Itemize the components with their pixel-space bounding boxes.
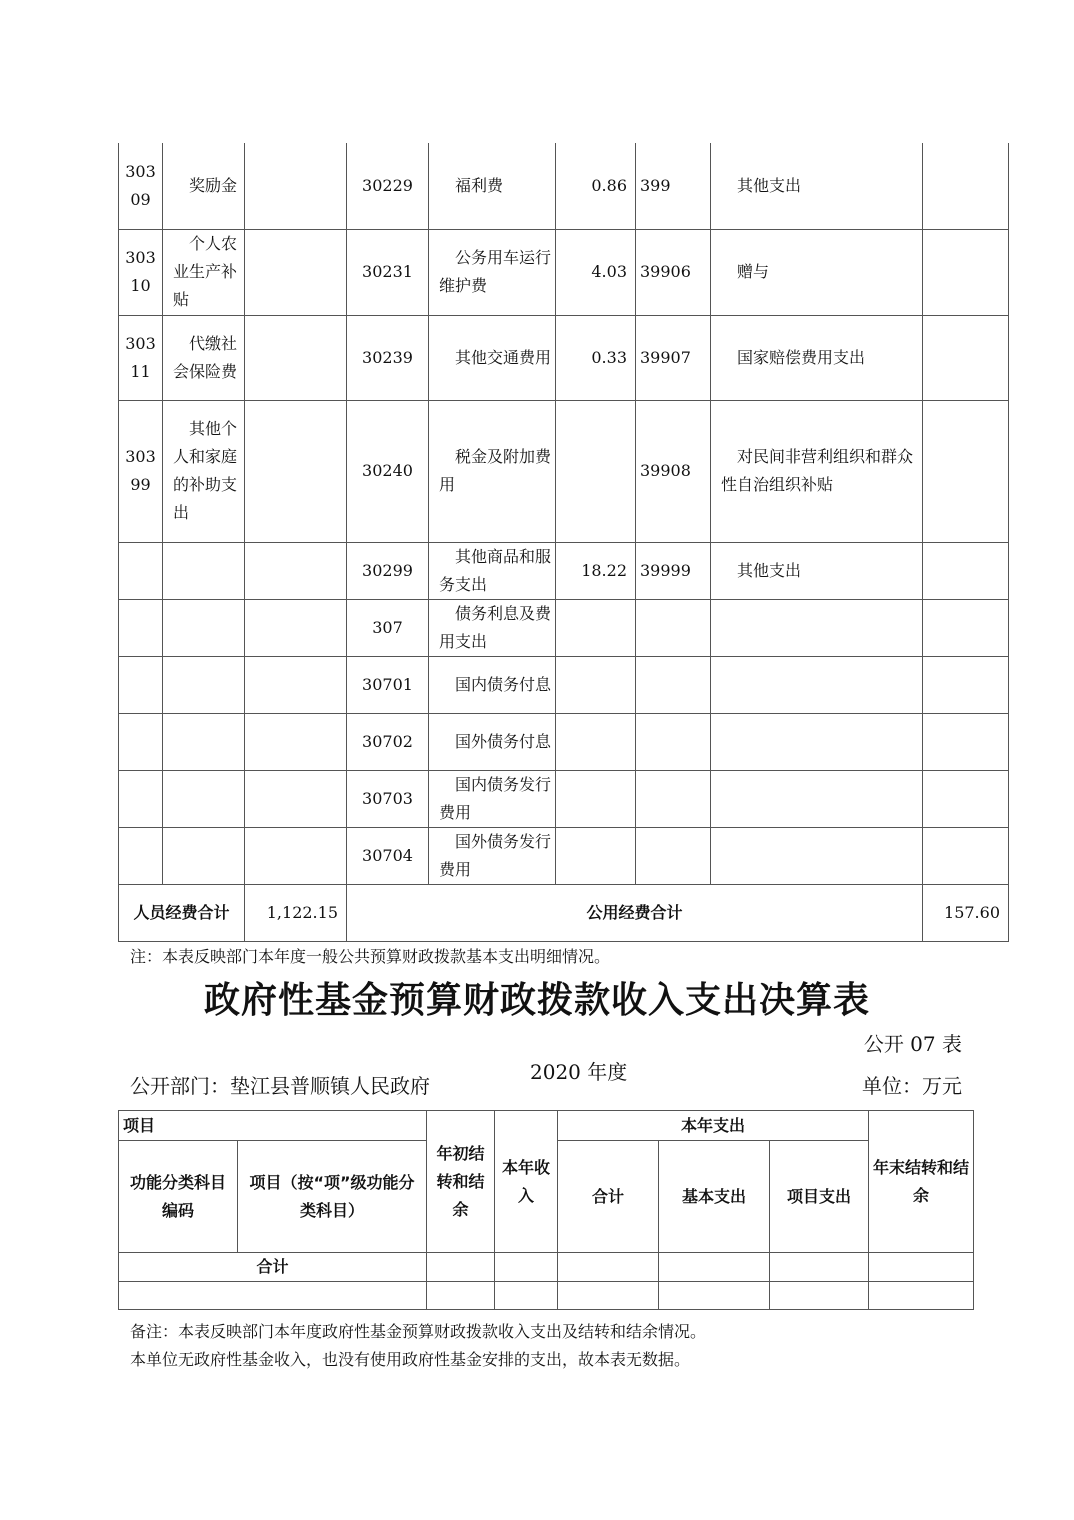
cell-public-name: 福利费: [429, 143, 556, 229]
cell-public-amount: [556, 599, 636, 656]
cell-expense-amount: [245, 770, 347, 827]
cell-expense-code: [119, 827, 163, 884]
cell-other-amount: [923, 770, 1009, 827]
cell-public-name: 其他商品和服务支出: [429, 542, 556, 599]
cell-expense-code: [119, 656, 163, 713]
basic-expense-detail-table: [118, 143, 1009, 942]
cell-public-name: 国内债务发行费用: [429, 770, 556, 827]
cell-public-amount: 0.33: [556, 315, 636, 400]
note-line: 本单位无政府性基金收入，也没有使用政府性基金安排的支出，故本表无数据。: [130, 1350, 691, 1369]
table-row: [119, 1282, 974, 1310]
cell-public-amount: [556, 770, 636, 827]
cell-public-amount: [556, 400, 636, 542]
cell-other-code: [636, 656, 711, 713]
cell-public-code: 30299: [347, 542, 429, 599]
cell-other-code: 39907: [636, 315, 711, 400]
table1-note: 注：本表反映部门本年度一般公共预算财政拨款基本支出明细情况。: [130, 947, 611, 966]
personnel-total-label: 人员经费合计: [119, 884, 245, 941]
cell-expense-code: 30399: [119, 400, 163, 542]
cell-public-code: 30702: [347, 713, 429, 770]
cell-expense-code: [119, 770, 163, 827]
cell-expense-name: 其他个人和家庭的补助支出: [163, 400, 245, 542]
cell-other-code: [636, 599, 711, 656]
row-total-label: 合计: [119, 1253, 427, 1282]
cell-expense-code: [119, 713, 163, 770]
table-row: [119, 713, 1009, 770]
personnel-total-value: 1,122.15: [245, 884, 347, 941]
gov-fund-table: [118, 1110, 974, 1310]
cell-public-name: 债务利息及费用支出: [429, 599, 556, 656]
header-func-code: 功能分类科目编码: [119, 1141, 238, 1253]
cell-other-amount: [923, 143, 1009, 229]
cell-expense-name: 个人农业生产补贴: [163, 229, 245, 315]
cell-public-name: 国内债务付息: [429, 656, 556, 713]
cell-expense-amount: [245, 315, 347, 400]
cell-other-code: [636, 827, 711, 884]
header-expense: 本年支出: [558, 1111, 869, 1141]
cell-public-code: 30229: [347, 143, 429, 229]
cell-public-amount: [556, 713, 636, 770]
header-project-expense: 项目支出: [770, 1141, 869, 1253]
table-row: [119, 827, 1009, 884]
cell-expense-name: [163, 770, 245, 827]
table-row: [119, 656, 1009, 713]
cell-expense-name: 奖励金: [163, 143, 245, 229]
cell-expense-name: [163, 656, 245, 713]
header-basic-expense: 基本支出: [659, 1141, 770, 1253]
cell-expense-name: 代缴社会保险费: [163, 315, 245, 400]
cell-other-code: 39906: [636, 229, 711, 315]
cell-other-code: [636, 713, 711, 770]
header-project: 项目: [119, 1111, 427, 1141]
cell-public-name: 其他交通费用: [429, 315, 556, 400]
cell-other-amount: [923, 656, 1009, 713]
cell-other-amount: [923, 713, 1009, 770]
page-title: 政府性基金预算财政拨款收入支出决算表: [203, 980, 870, 1021]
report-year: 2020 年度: [530, 1060, 628, 1084]
table-row: [119, 1253, 974, 1282]
cell-other-name: [711, 827, 923, 884]
cell-other-name: [711, 599, 923, 656]
cell-other-amount: [923, 400, 1009, 542]
cell-public-amount: 4.03: [556, 229, 636, 315]
cell-expense-name: [163, 599, 245, 656]
cell-public-code: 30704: [347, 827, 429, 884]
cell-expense-code: [119, 599, 163, 656]
table-row: [119, 229, 1009, 315]
cell-other-name: 赠与: [711, 229, 923, 315]
cell-other-code: [636, 770, 711, 827]
cell-public-name: 税金及附加费用: [429, 400, 556, 542]
cell-other-code: 39999: [636, 542, 711, 599]
cell-expense-name: [163, 827, 245, 884]
cell-other-code: 399: [636, 143, 711, 229]
cell-public-amount: [556, 656, 636, 713]
header-income: 本年收入: [495, 1111, 558, 1253]
cell-expense-amount: [245, 542, 347, 599]
cell-expense-code: 30309: [119, 143, 163, 229]
cell-expense-amount: [245, 713, 347, 770]
cell-other-name: [711, 770, 923, 827]
cell-expense-amount: [245, 599, 347, 656]
cell-other-name: 其他支出: [711, 542, 923, 599]
cell-expense-code: [119, 542, 163, 599]
header-item: 项目（按“项”级功能分类科目）: [238, 1141, 427, 1253]
department-label: 公开部门：垫江县普顺镇人民政府: [130, 1074, 430, 1098]
cell-other-code: 39908: [636, 400, 711, 542]
cell-expense-amount: [245, 400, 347, 542]
cell-public-amount: 18.22: [556, 542, 636, 599]
cell-other-name: 国家赔偿费用支出: [711, 315, 923, 400]
header-begin-balance: 年初结转和结余: [427, 1111, 495, 1253]
cell-public-name: 国外债务付息: [429, 713, 556, 770]
cell-expense-amount: [245, 656, 347, 713]
cell-other-name: [711, 656, 923, 713]
cell-other-name: 对民间非营利组织和群众性自治组织补贴: [711, 400, 923, 542]
cell-public-code: 307: [347, 599, 429, 656]
table-row: [119, 599, 1009, 656]
cell-expense-name: [163, 542, 245, 599]
table-row: [119, 770, 1009, 827]
cell-expense-amount: [245, 827, 347, 884]
cell-expense-code: 30311: [119, 315, 163, 400]
table-total-row: [119, 884, 1009, 941]
public-total-label: 公用经费合计: [347, 884, 923, 941]
cell-expense-amount: [245, 229, 347, 315]
cell-public-amount: [556, 827, 636, 884]
table-row: [119, 542, 1009, 599]
cell-expense-amount: [245, 143, 347, 229]
table-row: [119, 315, 1009, 400]
cell-public-code: 30231: [347, 229, 429, 315]
cell-expense-name: [163, 713, 245, 770]
cell-other-amount: [923, 315, 1009, 400]
table-row: [119, 400, 1009, 542]
cell-other-amount: [923, 229, 1009, 315]
cell-public-code: 30703: [347, 770, 429, 827]
cell-public-amount: 0.86: [556, 143, 636, 229]
table-number: 公开 07 表: [863, 1032, 962, 1056]
cell-other-amount: [923, 827, 1009, 884]
cell-other-name: 其他支出: [711, 143, 923, 229]
cell-public-code: 30240: [347, 400, 429, 542]
table2-notes: [130, 1318, 706, 1374]
cell-public-name: 公务用车运行维护费: [429, 229, 556, 315]
cell-public-code: 30701: [347, 656, 429, 713]
unit-label: 单位：万元: [862, 1074, 962, 1098]
cell-other-amount: [923, 542, 1009, 599]
table-row: [119, 143, 1009, 229]
cell-public-name: 国外债务发行费用: [429, 827, 556, 884]
public-total-value: 157.60: [923, 884, 1009, 941]
header-end-balance: 年末结转和结余: [869, 1111, 974, 1253]
note-line: 备注：本表反映部门本年度政府性基金预算财政拨款收入支出及结转和结余情况。: [130, 1322, 707, 1341]
cell-public-code: 30239: [347, 315, 429, 400]
header-expense-total: 合计: [558, 1141, 659, 1253]
cell-other-amount: [923, 599, 1009, 656]
cell-other-name: [711, 713, 923, 770]
cell-expense-code: 30310: [119, 229, 163, 315]
